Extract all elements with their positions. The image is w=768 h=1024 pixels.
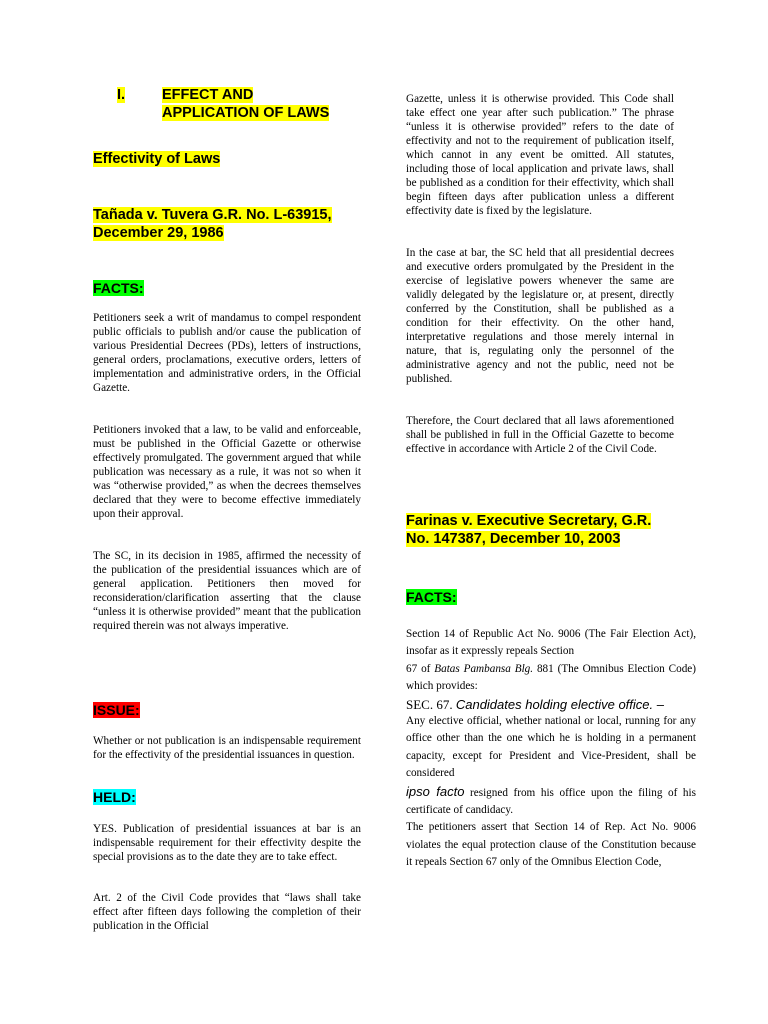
issue-text: Whether or not publication is an indispensable requirement for the effectivity of the presidential issuances in question. xyxy=(93,735,361,761)
facts-label-2: FACTS: xyxy=(406,589,457,605)
held-continued-paragraph: Gazette, unless it is otherwise provided. This Code shall take effect one year after such publication.” The phrase “unless it is otherwise provided” refers to the date of effectivity and not to the requirement of publication itself, which cannot in any event be omitted. All statutes, including those of local application and private laws, shall be published as a condition for their effectivity, which shall begin fifteen days after publication unless a different effectivity date is fixed by the legislature. xyxy=(406,93,674,217)
case-title-line-1: Tañada v. Tuvera G.R. No. L-63915, xyxy=(93,207,332,223)
case-title-2 xyxy=(406,512,686,548)
held-label: HELD: xyxy=(93,789,136,805)
case-title-2-line-2: No. 147387, December 10, 2003 xyxy=(406,531,621,547)
section-title xyxy=(162,86,362,122)
farinas-ipso-facto-line: ipso facto resigned from his office upon the filing of his certificate of candidacy. xyxy=(406,783,696,817)
held-paragraph-3: In the case at bar, the SC held that all presidential decrees and executive orders promulgated by the President in the exercise of legislative powers whenever the same are validly delegated by the legislature or, at present, directly conferred by the Constitution, shall be published as a condition for their effectivity. On the other hand, interpretative regulations and those merely internal in nature, that is, regulating only the personnel of the administrative agency and not the public, need not be published. xyxy=(406,247,674,385)
facts-paragraph-2: Petitioners invoked that a law, to be valid and enforceable, must be published in the Official Gazette or otherwise effectively promulgated. The government argued that while publication was necessary as a rule, it was not so when it was “otherwise provided,” as when the decrees themselves declared that they were to become effective immediately upon their approval. xyxy=(93,424,361,520)
case-title-2-line-1: Farinas v. Executive Secretary, G.R. xyxy=(406,513,652,529)
section-title-line-2: APPLICATION OF LAWS xyxy=(162,105,330,121)
section-title-line-1: EFFECT AND xyxy=(162,87,254,103)
farinas-facts-line-1: Section 14 of Republic Act No. 9006 (The Fair Election Act), insofar as it expressly repeals Section xyxy=(406,628,696,658)
farinas-petitioners-assert: The petitioners assert that Section 14 of Rep. Act No. 9006 violates the equal protection clause of the Constitution because it repeals Section 67 only of the Omnibus Election Code, xyxy=(406,821,696,869)
held-paragraph-2: Art. 2 of the Civil Code provides that “laws shall take effect after fifteen days following the completion of their publication in the Official xyxy=(93,892,361,932)
case-title xyxy=(93,206,363,242)
farinas-sec67-heading: SEC. 67. Candidates holding elective office. – xyxy=(406,696,664,712)
subtitle: Effectivity of Laws xyxy=(93,151,221,167)
farinas-facts-text xyxy=(406,626,696,872)
farinas-sec67-text: Any elective official, whether national or local, running for any office other than the one which he is holding in a permanent capacity, except for President and Vice-President, shall be considered xyxy=(406,715,696,780)
facts-paragraph-3: The SC, in its decision in 1985, affirmed the necessity of the publication of the presidential issuances which are of general application. Petitioners then moved for reconsideration/clarification asserting that the clause “unless it is otherwise provided” meant that the publication required therein was not always imperative. xyxy=(93,550,361,632)
held-paragraph-4: Therefore, the Court declared that all laws aforementioned shall be published in full in the Official Gazette to become effective in accordance with Article 2 of the Civil Code. xyxy=(406,415,674,455)
case-title-line-2: December 29, 1986 xyxy=(93,225,224,241)
facts-paragraph-1: Petitioners seek a writ of mandamus to compel respondent public officials to publish and/or cause the publication of various Presidential Decrees (PDs), letters of instructions, general orders, proclamations, executive orders, letters of implementation and administrative orders, in the Official Gazette. xyxy=(93,312,361,394)
section-number: I. xyxy=(117,87,126,103)
facts-label: FACTS: xyxy=(93,280,144,296)
issue-label: ISSUE: xyxy=(93,702,140,718)
held-paragraph-1: YES. Publication of presidential issuances at bar is an indispensable requirement for their effectivity despite the special provisions as to the date they are to take effect. xyxy=(93,823,361,863)
farinas-facts-line-2: 67 of Batas Pambansa Blg. 881 (The Omnibus Election Code) which provides: xyxy=(406,662,696,693)
